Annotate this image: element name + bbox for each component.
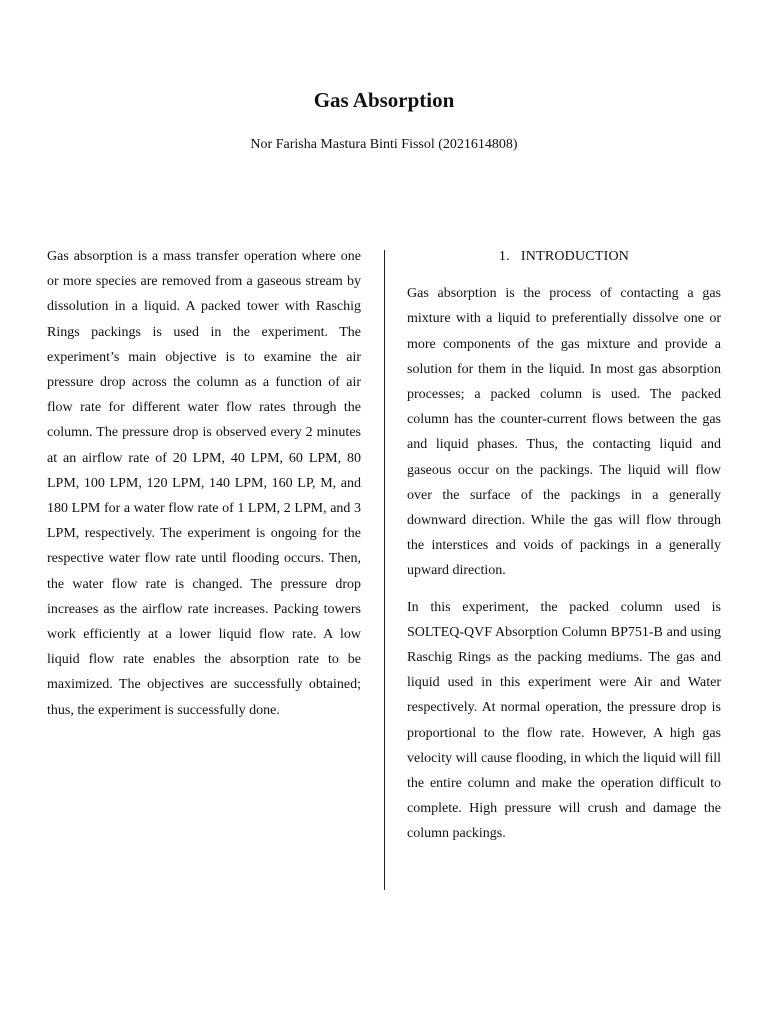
column-divider [384, 250, 385, 890]
introduction-paragraph-1: Gas absorption is the process of contacting a gas mixture with a liquid to preferentially dissolve one or more components of the gas mixture and provide a solution for them in the liquid. In most gas absorption processes; a packed column is used. The packed column has the counter-current flows between the gas and liquid phases. Thus, the contacting liquid and gaseous occur on the packings. The liquid will flow over the surface of the packings in a generally downward direction. While the gas will flow through the interstices and voids of packings in a generally upward direction. [407, 286, 721, 579]
introduction-heading: 1. INTRODUCTION [498, 249, 630, 264]
author-line: Nor Farisha Mastura Binti Fissol (2021614808) [250, 137, 518, 152]
abstract-paragraph: Gas absorption is a mass transfer operation where one or more species are removed from a gaseous stream by dissolution in a liquid. A packed tower with Raschig Rings packings is used in the experiment. The experiment’s main objective is to examine the air pressure drop across the column as a function of air flow rate for different water flow rates through the column. The pressure drop is observed every 2 minutes at an airflow rate of 20 LPM, 40 LPM, 60 LPM, 80 LPM, 100 LPM, 120 LPM, 140 LPM, 160 LP, M, and 180 LPM for a water flow rate of 1 LPM, 2 LPM, and 3 LPM, respectively. The experiment is ongoing for the respective water flow rate until flooding occurs. Then, the water flow rate is changed. The pressure drop increases as the airflow rate increases. Packing towers work efficiently at a lower liquid flow rate. A low liquid flow rate enables the absorption rate to be maximized. The objectives are successfully obtained; thus, the experiment is successfully done. [47, 249, 361, 718]
introduction-column [407, 244, 721, 847]
introduction-paragraph-2: In this experiment, the packed column used is SOLTEQ-QVF Absorption Column BP751-B and using Raschig Rings as the packing mediums. The gas and liquid used in this experiment were Air and Water respectively. At normal operation, the pressure drop is proportional to the flow rate. However, A high gas velocity will cause flooding, in which the liquid will fill the entire column and make the operation difficult to complete. High pressure will crush and damage the column packings. [407, 599, 721, 842]
abstract-column [47, 244, 361, 723]
paper-title: Gas Absorption [313, 88, 455, 112]
